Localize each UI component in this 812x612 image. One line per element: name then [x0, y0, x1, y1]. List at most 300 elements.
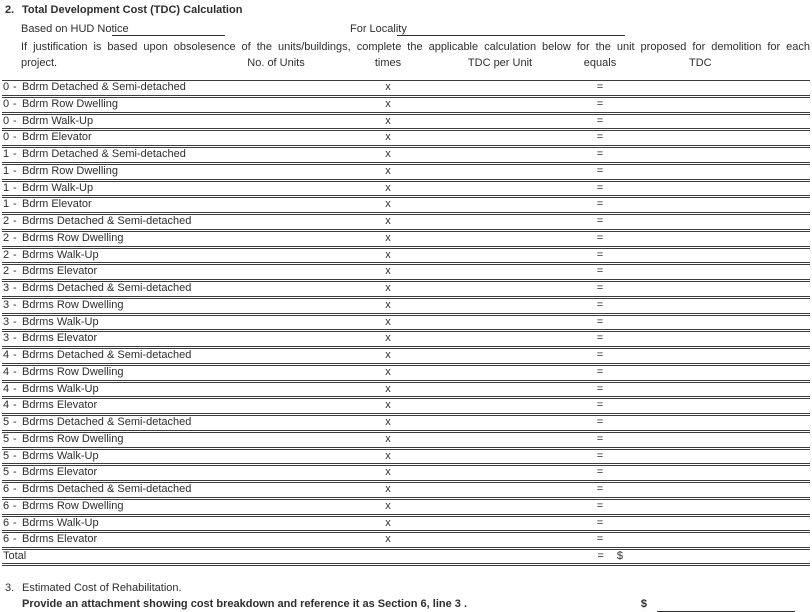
row-dash: - [13, 282, 17, 294]
equals-operator: = [596, 466, 604, 479]
tdc-field[interactable] [656, 399, 810, 413]
no-of-units-field[interactable] [232, 450, 320, 464]
table-header-row [2, 56, 810, 81]
total-label: Total [3, 550, 27, 562]
row-dash: - [13, 516, 17, 529]
no-of-units-field[interactable] [232, 483, 320, 497]
table-row [2, 433, 810, 450]
row-bedroom-count: 3 [3, 298, 10, 311]
row-unit-type-label: Bdrm Elevator [22, 131, 92, 144]
row-unit-type-label: Bdrm Walk-Up [22, 114, 94, 127]
row-label-cell [2, 500, 232, 514]
header-equals: equals [583, 57, 617, 69]
times-operator: x [385, 466, 391, 479]
no-of-units-field[interactable] [232, 215, 320, 229]
row-unit-type-label: Bdrms Detached & Semi-detached [22, 483, 192, 495]
section2-heading [5, 3, 812, 17]
row-dash: - [13, 265, 17, 278]
row-bedroom-count: 2 [3, 265, 10, 278]
row-bedroom-count: 0 [3, 97, 10, 110]
row-unit-type-label: Bdrms Elevator [22, 399, 98, 412]
no-of-units-field[interactable] [232, 198, 320, 212]
equals-operator: = [596, 131, 604, 144]
row-label-cell [2, 249, 232, 263]
no-of-units-field[interactable] [232, 433, 320, 447]
table-row [2, 98, 810, 115]
section3-number: 3. [5, 582, 15, 594]
row-dash: - [13, 315, 17, 328]
row-bedroom-count: 6 [3, 533, 10, 546]
row-label-cell [2, 232, 232, 246]
table-row [2, 483, 810, 500]
row-unit-type-label: Bdrms Row Dwelling [22, 298, 124, 311]
row-bedroom-count: 1 [3, 164, 10, 177]
times-operator: x [385, 499, 391, 512]
section2-number: 2. [5, 4, 15, 16]
equals-operator: = [596, 533, 604, 546]
table-row [2, 299, 810, 316]
tdc-table [2, 56, 810, 566]
row-bedroom-count: 6 [3, 516, 10, 529]
no-of-units-field[interactable] [232, 366, 320, 380]
tdc-per-unit-field[interactable] [456, 450, 544, 464]
total-row [2, 550, 810, 566]
table-row [2, 332, 810, 349]
no-of-units-field[interactable] [232, 316, 320, 330]
tdc-per-unit-field[interactable] [456, 433, 544, 447]
equals-operator: = [596, 349, 604, 361]
rehab-amount-field[interactable] [657, 598, 795, 612]
row-label-cell [2, 416, 232, 430]
tdc-field[interactable] [656, 115, 810, 129]
times-operator: x [385, 516, 391, 529]
tdc-per-unit-field[interactable] [456, 416, 544, 430]
tdc-per-unit-field[interactable] [456, 81, 544, 95]
times-operator: x [385, 148, 391, 160]
times-operator: x [385, 416, 391, 428]
equals-operator: = [596, 265, 604, 278]
row-dash: - [13, 365, 17, 378]
row-label-cell [2, 483, 232, 497]
row-label-cell [2, 165, 232, 179]
tdc-field[interactable] [656, 148, 810, 162]
tdc-per-unit-field[interactable] [456, 165, 544, 179]
row-dash: - [13, 181, 17, 194]
tdc-per-unit-field[interactable] [456, 517, 544, 531]
no-of-units-field[interactable] [232, 299, 320, 313]
row-unit-type-label: Bdrms Row Dwelling [22, 432, 124, 445]
row-label-cell [2, 131, 232, 145]
row-label-cell [2, 366, 232, 380]
no-of-units-field[interactable] [232, 232, 320, 246]
no-of-units-field[interactable] [232, 115, 320, 129]
times-operator: x [385, 231, 391, 244]
tdc-field[interactable] [656, 165, 810, 179]
times-operator: x [385, 399, 391, 412]
row-label-cell [2, 148, 232, 162]
row-bedroom-count: 2 [3, 248, 10, 261]
row-label-cell [2, 349, 232, 363]
row-unit-type-label: Bdrms Row Dwelling [22, 499, 124, 512]
times-operator: x [385, 533, 391, 546]
row-unit-type-label: Bdrm Walk-Up [22, 181, 94, 194]
tdc-field[interactable] [656, 265, 810, 279]
tdc-field[interactable] [656, 232, 810, 246]
tdc-per-unit-field[interactable] [456, 399, 544, 413]
no-of-units-field[interactable] [232, 182, 320, 196]
equals-operator: = [596, 499, 604, 512]
row-dash: - [13, 215, 17, 227]
row-dash: - [13, 449, 17, 462]
equals-operator: = [596, 483, 604, 495]
row-label-cell [2, 316, 232, 330]
no-of-units-field[interactable] [232, 131, 320, 145]
row-dash: - [13, 332, 17, 345]
row-label-cell [2, 517, 232, 531]
times-operator: x [385, 181, 391, 194]
no-of-units-field[interactable] [232, 81, 320, 95]
equals-operator: = [596, 449, 604, 462]
row-dash: - [13, 198, 17, 211]
tdc-per-unit-field[interactable] [456, 533, 544, 547]
row-unit-type-label: Bdrms Walk-Up [22, 315, 99, 328]
no-of-units-field[interactable] [232, 399, 320, 413]
tdc-per-unit-field[interactable] [456, 316, 544, 330]
equals-operator: = [596, 432, 604, 445]
row-dash: - [13, 382, 17, 395]
section2-title: Total Development Cost (TDC) Calculation [22, 4, 243, 16]
times-operator: x [385, 315, 391, 328]
row-label-cell [2, 533, 232, 547]
times-operator: x [385, 265, 391, 278]
row-dash: - [13, 148, 17, 160]
tdc-per-unit-field[interactable] [456, 299, 544, 313]
row-label-cell [2, 182, 232, 196]
row-bedroom-count: 0 [3, 114, 10, 127]
header-tdc-per-unit: TDC per Unit [467, 57, 533, 69]
row-unit-type-label: Bdrms Row Dwelling [22, 231, 124, 244]
tdc-field[interactable] [656, 299, 810, 313]
row-dash: - [13, 466, 17, 479]
row-label-cell [2, 198, 232, 212]
no-of-units-field[interactable] [232, 265, 320, 279]
row-unit-type-label: Bdrms Elevator [22, 265, 98, 278]
row-dash: - [13, 416, 17, 428]
no-of-units-field[interactable] [232, 500, 320, 514]
tdc-field[interactable] [656, 349, 810, 363]
row-bedroom-count: 6 [3, 483, 10, 495]
table-row [2, 249, 810, 266]
tdc-field[interactable] [656, 517, 810, 531]
no-of-units-field[interactable] [232, 148, 320, 162]
row-unit-type-label: Bdrms Walk-Up [22, 449, 99, 462]
row-dash: - [13, 97, 17, 110]
table-row [2, 131, 810, 148]
instructions-line1: If justification is based upon obsolesence of the units/buildings, complete the applicable calculation below for the unit proposed for demolition for each [21, 41, 810, 53]
equals-operator: = [596, 198, 604, 211]
table-row [2, 366, 810, 383]
row-dash: - [13, 399, 17, 412]
row-bedroom-count: 2 [3, 215, 10, 227]
section3-heading [5, 582, 812, 595]
equals-operator: = [596, 416, 604, 428]
equals-operator: = [596, 298, 604, 311]
locality-field[interactable] [397, 22, 625, 36]
table-row [2, 115, 810, 132]
row-bedroom-count: 3 [3, 315, 10, 328]
tdc-per-unit-field[interactable] [456, 182, 544, 196]
total-equals-operator: = [597, 550, 604, 562]
times-operator: x [385, 449, 391, 462]
table-row [2, 215, 810, 232]
table-row [2, 533, 810, 550]
tdc-field[interactable] [656, 450, 810, 464]
row-dash: - [13, 432, 17, 445]
times-operator: x [385, 97, 391, 110]
table-row [2, 232, 810, 249]
tdc-field[interactable] [656, 182, 810, 196]
header-tdc: TDC [689, 57, 712, 69]
row-bedroom-count: 1 [3, 181, 10, 194]
row-bedroom-count: 5 [3, 432, 10, 445]
row-bedroom-count: 1 [3, 198, 10, 211]
row-bedroom-count: 5 [3, 449, 10, 462]
header-no-of-units: No. of Units [247, 57, 305, 69]
table-row [2, 165, 810, 182]
times-operator: x [385, 332, 391, 345]
tdc-field[interactable] [656, 81, 810, 95]
row-bedroom-count: 4 [3, 365, 10, 378]
total-fill [26, 550, 597, 563]
equals-operator: = [596, 282, 604, 294]
no-of-units-field[interactable] [232, 165, 320, 179]
row-dash: - [13, 533, 17, 546]
tdc-field[interactable] [656, 416, 810, 430]
no-of-units-field[interactable] [232, 349, 320, 363]
row-unit-type-label: Bdrms Elevator [22, 466, 98, 479]
row-unit-type-label: Bdrms Detached & Semi-detached [22, 215, 192, 227]
row-dash: - [13, 131, 17, 144]
equals-operator: = [596, 97, 604, 110]
tdc-field[interactable] [656, 282, 810, 296]
table-row [2, 450, 810, 467]
header-times: times [374, 57, 402, 69]
equals-operator: = [596, 81, 604, 93]
tdc-per-unit-field[interactable] [456, 500, 544, 514]
tdc-per-unit-field[interactable] [456, 249, 544, 263]
table-row [2, 148, 810, 165]
row-unit-type-label: Bdrms Elevator [22, 533, 98, 546]
equals-operator: = [596, 114, 604, 127]
tdc-field[interactable] [656, 500, 810, 514]
section3-instruction-line [22, 598, 812, 612]
times-operator: x [385, 483, 391, 495]
row-dash: - [13, 81, 17, 93]
row-bedroom-count: 2 [3, 231, 10, 244]
row-dash: - [13, 114, 17, 127]
row-unit-type-label: Bdrms Row Dwelling [22, 365, 124, 378]
table-row [2, 265, 810, 282]
section3-title: Estimated Cost of Rehabilitation. [22, 582, 182, 594]
equals-operator: = [596, 516, 604, 529]
row-unit-type-label: Bdrms Walk-Up [22, 248, 99, 261]
tdc-per-unit-field[interactable] [456, 215, 544, 229]
equals-operator: = [596, 181, 604, 194]
equals-operator: = [596, 332, 604, 345]
row-unit-type-label: Bdrm Row Dwelling [22, 97, 118, 110]
tdc-field[interactable] [656, 366, 810, 380]
row-label-cell [2, 282, 232, 296]
hud-notice-label: Based on HUD Notice [21, 23, 129, 35]
table-row [2, 282, 810, 299]
hud-notice-line [0, 22, 812, 37]
table-row [2, 349, 810, 366]
times-operator: x [385, 365, 391, 378]
row-bedroom-count: 6 [3, 499, 10, 512]
tdc-per-unit-field[interactable] [456, 383, 544, 397]
tdc-field[interactable] [656, 332, 810, 346]
tdc-field[interactable] [656, 98, 810, 112]
row-label-cell [2, 433, 232, 447]
row-unit-type-label: Bdrms Elevator [22, 332, 98, 345]
row-bedroom-count: 4 [3, 399, 10, 412]
tdc-field[interactable] [656, 383, 810, 397]
times-operator: x [385, 81, 391, 93]
locality-label: For Locality [350, 23, 407, 35]
row-label-cell [2, 98, 232, 112]
table-row [2, 182, 810, 199]
row-dash: - [13, 231, 17, 244]
equals-operator: = [596, 365, 604, 378]
table-row [2, 383, 810, 400]
table-body [2, 81, 810, 550]
equals-operator: = [596, 399, 604, 412]
equals-operator: = [596, 315, 604, 328]
table-row [2, 399, 810, 416]
equals-operator: = [596, 231, 604, 244]
no-of-units-field[interactable] [232, 416, 320, 430]
table-row [2, 466, 810, 483]
equals-operator: = [596, 248, 604, 261]
tdc-field[interactable] [656, 483, 810, 497]
tdc-field[interactable] [656, 198, 810, 212]
row-dash: - [13, 248, 17, 261]
tdc-per-unit-field[interactable] [456, 483, 544, 497]
hud-notice-field[interactable] [112, 22, 225, 36]
row-bedroom-count: 0 [3, 131, 10, 144]
row-dash: - [13, 349, 17, 361]
no-of-units-field[interactable] [232, 249, 320, 263]
times-operator: x [385, 131, 391, 144]
tdc-field[interactable] [656, 433, 810, 447]
row-label-cell [2, 332, 232, 346]
total-amount-field[interactable] [623, 550, 810, 563]
row-bedroom-count: 1 [3, 148, 10, 160]
row-label-cell [2, 299, 232, 313]
tdc-per-unit-field[interactable] [456, 148, 544, 162]
row-unit-type-label: Bdrms Detached & Semi-detached [22, 282, 192, 294]
table-row [2, 81, 810, 98]
row-unit-type-label: Bdrm Elevator [22, 198, 92, 211]
row-dash: - [13, 499, 17, 512]
row-label-cell [2, 399, 232, 413]
row-bedroom-count: 0 [3, 81, 10, 93]
times-operator: x [385, 198, 391, 211]
tdc-field[interactable] [656, 533, 810, 547]
row-bedroom-count: 3 [3, 332, 10, 345]
table-row [2, 316, 810, 333]
times-operator: x [385, 248, 391, 261]
section3-instruction: Provide an attachment showing cost breakdown and reference it as Section 6, line 3 . [22, 598, 468, 610]
tdc-field[interactable] [656, 249, 810, 263]
row-bedroom-count: 4 [3, 349, 10, 361]
row-bedroom-count: 4 [3, 382, 10, 395]
tdc-field[interactable] [656, 131, 810, 145]
tdc-per-unit-field[interactable] [456, 349, 544, 363]
no-of-units-field[interactable] [232, 332, 320, 346]
row-dash: - [13, 483, 17, 495]
tdc-per-unit-field[interactable] [456, 98, 544, 112]
tdc-per-unit-field[interactable] [456, 131, 544, 145]
tdc-per-unit-field[interactable] [456, 232, 544, 246]
times-operator: x [385, 382, 391, 395]
row-unit-type-label: Bdrms Walk-Up [22, 382, 99, 395]
row-bedroom-count: 3 [3, 282, 10, 294]
equals-operator: = [596, 215, 604, 227]
table-row [2, 517, 810, 534]
times-operator: x [385, 349, 391, 361]
row-label-cell [2, 466, 232, 480]
row-label-cell [2, 265, 232, 279]
tdc-per-unit-field[interactable] [456, 115, 544, 129]
tdc-field[interactable] [656, 215, 810, 229]
tdc-field[interactable] [656, 466, 810, 480]
tdc-per-unit-field[interactable] [456, 265, 544, 279]
no-of-units-field[interactable] [232, 533, 320, 547]
row-unit-type-label: Bdrms Detached & Semi-detached [22, 416, 192, 428]
times-operator: x [385, 164, 391, 177]
no-of-units-field[interactable] [232, 383, 320, 397]
tdc-per-unit-field[interactable] [456, 466, 544, 480]
tdc-per-unit-field[interactable] [456, 198, 544, 212]
row-unit-type-label: Bdrm Detached & Semi-detached [22, 81, 186, 93]
times-operator: x [385, 432, 391, 445]
row-unit-type-label: Bdrms Detached & Semi-detached [22, 349, 192, 361]
table-row [2, 198, 810, 215]
no-of-units-field[interactable] [232, 466, 320, 480]
instructions-line2: project. [21, 57, 58, 69]
row-label-cell [2, 215, 232, 229]
row-label-cell [2, 81, 232, 95]
row-unit-type-label: Bdrm Row Dwelling [22, 164, 118, 177]
no-of-units-field[interactable] [232, 282, 320, 296]
row-label-cell [2, 115, 232, 129]
row-label-cell [2, 383, 232, 397]
row-unit-type-label: Bdrms Walk-Up [22, 516, 99, 529]
total-currency-symbol: $ [616, 550, 623, 562]
tdc-field[interactable] [656, 316, 810, 330]
table-row [2, 416, 810, 433]
row-dash: - [13, 164, 17, 177]
no-of-units-field[interactable] [232, 98, 320, 112]
times-operator: x [385, 215, 391, 227]
tdc-per-unit-field[interactable] [456, 332, 544, 346]
row-bedroom-count: 5 [3, 416, 10, 428]
no-of-units-field[interactable] [232, 517, 320, 531]
tdc-per-unit-field[interactable] [456, 282, 544, 296]
equals-operator: = [596, 148, 604, 160]
tdc-per-unit-field[interactable] [456, 366, 544, 380]
